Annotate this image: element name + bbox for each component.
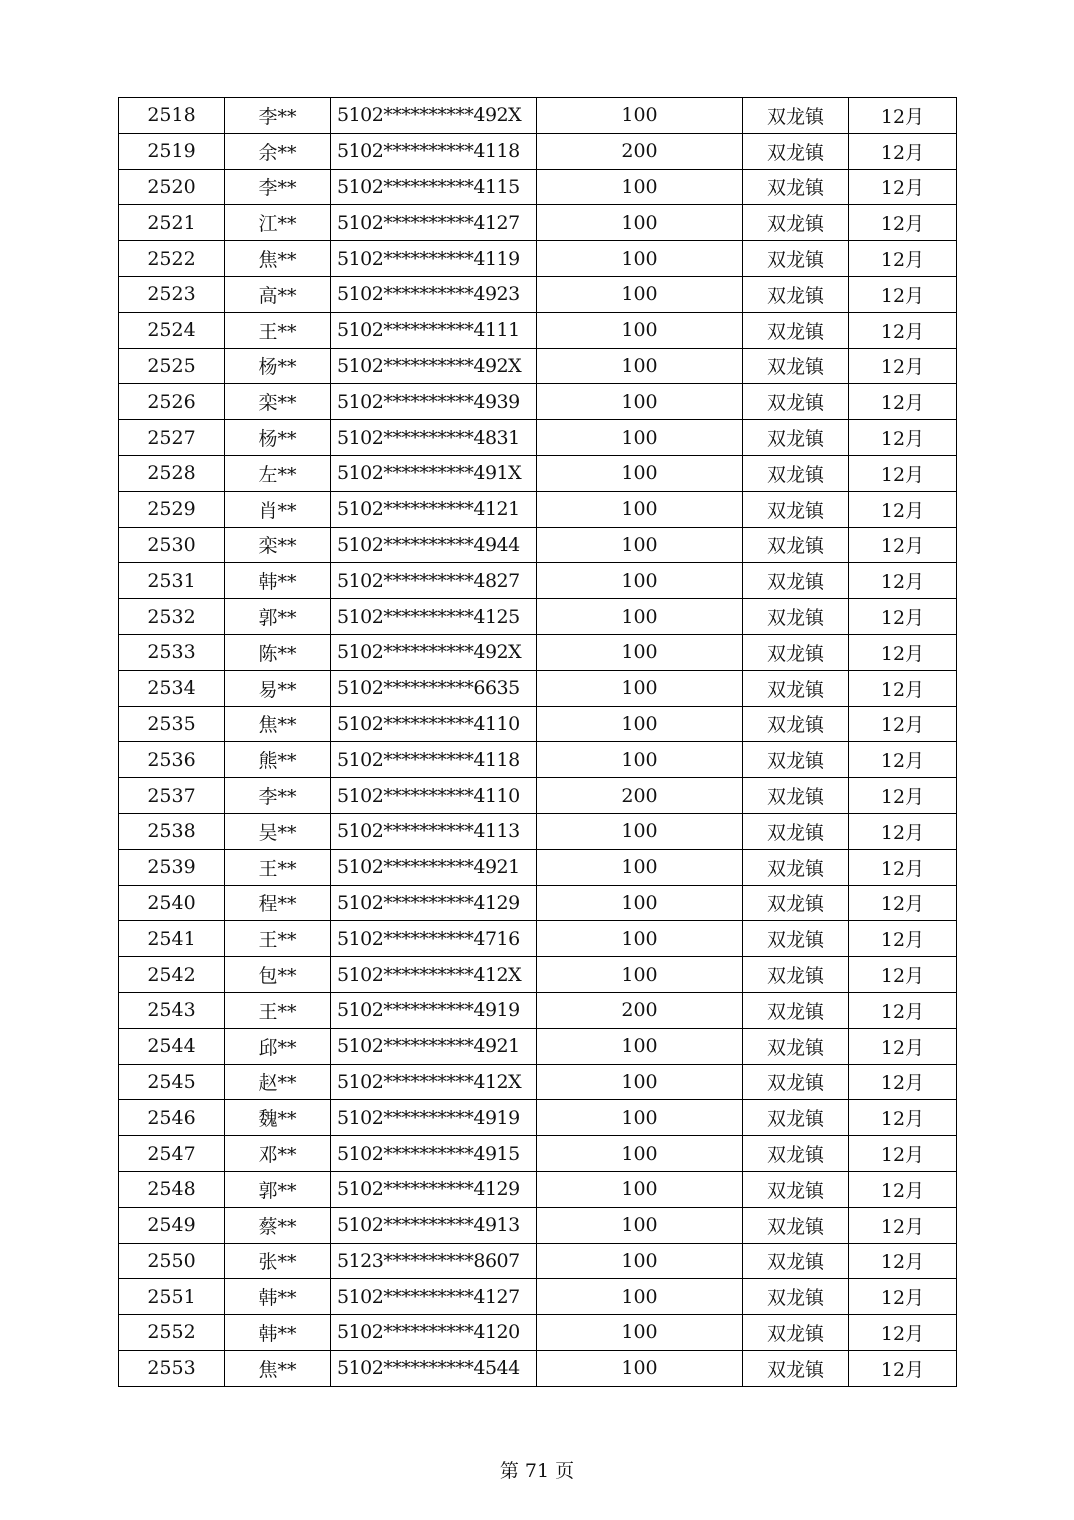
table-row — [119, 312, 957, 348]
cell-town: 双龙镇 — [743, 992, 849, 1028]
cell-town: 双龙镇 — [743, 921, 849, 957]
cell-town: 双龙镇 — [743, 1171, 849, 1207]
cell-month: 12月 — [849, 1207, 957, 1243]
cell-month: 12月 — [849, 1315, 957, 1351]
cell-amount: 200 — [537, 133, 743, 169]
cell-number: 2523 — [119, 276, 225, 312]
cell-id-number: 5102**********4544 — [331, 1350, 537, 1386]
table-row — [119, 348, 957, 384]
cell-name: 焦** — [225, 1350, 331, 1386]
cell-number: 2551 — [119, 1279, 225, 1315]
cell-number: 2541 — [119, 921, 225, 957]
cell-month: 12月 — [849, 384, 957, 420]
cell-name: 魏** — [225, 1100, 331, 1136]
cell-month: 12月 — [849, 1136, 957, 1172]
cell-number: 2546 — [119, 1100, 225, 1136]
cell-id-number: 5102**********4120 — [331, 1315, 537, 1351]
table-row — [119, 491, 957, 527]
cell-amount: 100 — [537, 563, 743, 599]
cell-number: 2553 — [119, 1350, 225, 1386]
table-row — [119, 276, 957, 312]
cell-number: 2544 — [119, 1028, 225, 1064]
table-row — [119, 742, 957, 778]
cell-name: 王** — [225, 312, 331, 348]
table-row — [119, 133, 957, 169]
cell-number: 2550 — [119, 1243, 225, 1279]
cell-number: 2537 — [119, 778, 225, 814]
cell-number: 2529 — [119, 491, 225, 527]
cell-town: 双龙镇 — [743, 1207, 849, 1243]
table-row — [119, 813, 957, 849]
cell-number: 2518 — [119, 98, 225, 134]
cell-name: 焦** — [225, 241, 331, 277]
cell-name: 李** — [225, 98, 331, 134]
cell-amount: 100 — [537, 1064, 743, 1100]
page-number: 第 71 页 — [499, 1460, 575, 1482]
cell-id-number: 5102**********492X — [331, 98, 537, 134]
cell-month: 12月 — [849, 205, 957, 241]
cell-name: 王** — [225, 992, 331, 1028]
cell-month: 12月 — [849, 98, 957, 134]
cell-town: 双龙镇 — [743, 491, 849, 527]
cell-id-number: 5102**********4118 — [331, 742, 537, 778]
cell-number: 2534 — [119, 670, 225, 706]
table-row — [119, 169, 957, 205]
cell-month: 12月 — [849, 241, 957, 277]
cell-name: 易** — [225, 670, 331, 706]
cell-number: 2525 — [119, 348, 225, 384]
cell-month: 12月 — [849, 276, 957, 312]
cell-amount: 100 — [537, 205, 743, 241]
cell-amount: 100 — [537, 885, 743, 921]
cell-amount: 200 — [537, 778, 743, 814]
cell-month: 12月 — [849, 133, 957, 169]
cell-town: 双龙镇 — [743, 1243, 849, 1279]
cell-name: 栾** — [225, 527, 331, 563]
cell-name: 栾** — [225, 384, 331, 420]
cell-number: 2526 — [119, 384, 225, 420]
cell-name: 陈** — [225, 634, 331, 670]
cell-month: 12月 — [849, 348, 957, 384]
cell-number: 2530 — [119, 527, 225, 563]
cell-month: 12月 — [849, 491, 957, 527]
cell-town: 双龙镇 — [743, 455, 849, 491]
roster-table-body — [119, 98, 957, 1387]
cell-town: 双龙镇 — [743, 885, 849, 921]
cell-amount: 100 — [537, 1100, 743, 1136]
cell-name: 张** — [225, 1243, 331, 1279]
cell-town: 双龙镇 — [743, 599, 849, 635]
cell-id-number: 5102**********4939 — [331, 384, 537, 420]
table-row — [119, 1064, 957, 1100]
cell-town: 双龙镇 — [743, 849, 849, 885]
cell-name: 杨** — [225, 420, 331, 456]
cell-amount: 200 — [537, 992, 743, 1028]
cell-town: 双龙镇 — [743, 276, 849, 312]
cell-amount: 100 — [537, 276, 743, 312]
cell-id-number: 5102**********4121 — [331, 491, 537, 527]
cell-month: 12月 — [849, 992, 957, 1028]
cell-amount: 100 — [537, 384, 743, 420]
table-row — [119, 563, 957, 599]
cell-town: 双龙镇 — [743, 1350, 849, 1386]
cell-id-number: 5102**********4110 — [331, 706, 537, 742]
cell-amount: 100 — [537, 527, 743, 563]
cell-amount: 100 — [537, 599, 743, 635]
cell-month: 12月 — [849, 527, 957, 563]
cell-id-number: 5102**********412X — [331, 1064, 537, 1100]
cell-number: 2552 — [119, 1315, 225, 1351]
cell-number: 2549 — [119, 1207, 225, 1243]
cell-number: 2532 — [119, 599, 225, 635]
table-row — [119, 1136, 957, 1172]
cell-number: 2528 — [119, 455, 225, 491]
cell-id-number: 5102**********4913 — [331, 1207, 537, 1243]
cell-month: 12月 — [849, 455, 957, 491]
cell-amount: 100 — [537, 1207, 743, 1243]
cell-id-number: 5102**********4115 — [331, 169, 537, 205]
cell-amount: 100 — [537, 1136, 743, 1172]
cell-town: 双龙镇 — [743, 957, 849, 993]
cell-id-number: 5102**********4827 — [331, 563, 537, 599]
cell-month: 12月 — [849, 1028, 957, 1064]
table-row — [119, 1350, 957, 1386]
cell-town: 双龙镇 — [743, 133, 849, 169]
cell-town: 双龙镇 — [743, 1028, 849, 1064]
cell-number: 2531 — [119, 563, 225, 599]
cell-month: 12月 — [849, 312, 957, 348]
cell-name: 韩** — [225, 563, 331, 599]
cell-id-number: 5102**********4831 — [331, 420, 537, 456]
cell-number: 2547 — [119, 1136, 225, 1172]
cell-name: 李** — [225, 169, 331, 205]
cell-amount: 100 — [537, 455, 743, 491]
cell-town: 双龙镇 — [743, 527, 849, 563]
cell-town: 双龙镇 — [743, 1064, 849, 1100]
cell-town: 双龙镇 — [743, 205, 849, 241]
cell-number: 2520 — [119, 169, 225, 205]
table-row — [119, 384, 957, 420]
cell-month: 12月 — [849, 778, 957, 814]
cell-number: 2533 — [119, 634, 225, 670]
cell-name: 程** — [225, 885, 331, 921]
cell-amount: 100 — [537, 420, 743, 456]
cell-town: 双龙镇 — [743, 1315, 849, 1351]
cell-town: 双龙镇 — [743, 634, 849, 670]
cell-number: 2524 — [119, 312, 225, 348]
cell-month: 12月 — [849, 706, 957, 742]
cell-month: 12月 — [849, 849, 957, 885]
cell-number: 2536 — [119, 742, 225, 778]
table-row — [119, 849, 957, 885]
cell-month: 12月 — [849, 813, 957, 849]
cell-id-number: 5102**********4113 — [331, 813, 537, 849]
cell-town: 双龙镇 — [743, 1100, 849, 1136]
table-row — [119, 921, 957, 957]
cell-number: 2527 — [119, 420, 225, 456]
cell-id-number: 5102**********4716 — [331, 921, 537, 957]
cell-town: 双龙镇 — [743, 742, 849, 778]
cell-id-number: 5102**********492X — [331, 634, 537, 670]
roster-table — [118, 97, 957, 1387]
cell-name: 韩** — [225, 1315, 331, 1351]
cell-name: 蔡** — [225, 1207, 331, 1243]
cell-amount: 100 — [537, 813, 743, 849]
cell-town: 双龙镇 — [743, 778, 849, 814]
cell-name: 韩** — [225, 1279, 331, 1315]
cell-town: 双龙镇 — [743, 1279, 849, 1315]
cell-id-number: 5102**********4919 — [331, 1100, 537, 1136]
cell-number: 2545 — [119, 1064, 225, 1100]
cell-name: 邓** — [225, 1136, 331, 1172]
cell-name: 郭** — [225, 1171, 331, 1207]
cell-amount: 100 — [537, 491, 743, 527]
table-row — [119, 1243, 957, 1279]
cell-id-number: 5102**********4921 — [331, 1028, 537, 1064]
cell-number: 2522 — [119, 241, 225, 277]
cell-town: 双龙镇 — [743, 169, 849, 205]
table-row — [119, 420, 957, 456]
table-row — [119, 634, 957, 670]
cell-number: 2535 — [119, 706, 225, 742]
cell-amount: 100 — [537, 849, 743, 885]
cell-id-number: 5102**********4915 — [331, 1136, 537, 1172]
cell-month: 12月 — [849, 634, 957, 670]
cell-town: 双龙镇 — [743, 98, 849, 134]
cell-town: 双龙镇 — [743, 1136, 849, 1172]
cell-number: 2548 — [119, 1171, 225, 1207]
cell-name: 焦** — [225, 706, 331, 742]
cell-amount: 100 — [537, 1279, 743, 1315]
cell-id-number: 5102**********4125 — [331, 599, 537, 635]
cell-name: 熊** — [225, 742, 331, 778]
cell-town: 双龙镇 — [743, 706, 849, 742]
table-row — [119, 885, 957, 921]
cell-number: 2538 — [119, 813, 225, 849]
cell-month: 12月 — [849, 921, 957, 957]
table-row — [119, 1028, 957, 1064]
cell-name: 郭** — [225, 599, 331, 635]
cell-amount: 100 — [537, 348, 743, 384]
cell-number: 2543 — [119, 992, 225, 1028]
cell-id-number: 5102**********4921 — [331, 849, 537, 885]
cell-amount: 100 — [537, 921, 743, 957]
cell-amount: 100 — [537, 1171, 743, 1207]
cell-name: 李** — [225, 778, 331, 814]
cell-name: 包** — [225, 957, 331, 993]
cell-month: 12月 — [849, 670, 957, 706]
cell-month: 12月 — [849, 1279, 957, 1315]
cell-number: 2540 — [119, 885, 225, 921]
cell-month: 12月 — [849, 957, 957, 993]
cell-name: 高** — [225, 276, 331, 312]
cell-town: 双龙镇 — [743, 312, 849, 348]
cell-id-number: 5102**********4919 — [331, 992, 537, 1028]
cell-amount: 100 — [537, 1028, 743, 1064]
cell-id-number: 5102**********4129 — [331, 1171, 537, 1207]
table-row — [119, 241, 957, 277]
cell-month: 12月 — [849, 1243, 957, 1279]
table-row — [119, 1315, 957, 1351]
table-row — [119, 992, 957, 1028]
cell-name: 江** — [225, 205, 331, 241]
cell-id-number: 5102**********4127 — [331, 1279, 537, 1315]
cell-number: 2539 — [119, 849, 225, 885]
cell-id-number: 5102**********4129 — [331, 885, 537, 921]
cell-amount: 100 — [537, 742, 743, 778]
table-row — [119, 1207, 957, 1243]
cell-name: 邱** — [225, 1028, 331, 1064]
table-row — [119, 205, 957, 241]
table-row — [119, 1279, 957, 1315]
cell-amount: 100 — [537, 957, 743, 993]
cell-id-number: 5123**********8607 — [331, 1243, 537, 1279]
cell-id-number: 5102**********4118 — [331, 133, 537, 169]
cell-name: 左** — [225, 455, 331, 491]
cell-month: 12月 — [849, 169, 957, 205]
cell-town: 双龙镇 — [743, 670, 849, 706]
table-row — [119, 455, 957, 491]
cell-month: 12月 — [849, 1064, 957, 1100]
cell-month: 12月 — [849, 885, 957, 921]
cell-amount: 100 — [537, 98, 743, 134]
cell-id-number: 5102**********4111 — [331, 312, 537, 348]
cell-month: 12月 — [849, 599, 957, 635]
cell-name: 肖** — [225, 491, 331, 527]
cell-amount: 100 — [537, 634, 743, 670]
cell-name: 王** — [225, 849, 331, 885]
cell-name: 赵** — [225, 1064, 331, 1100]
table-row — [119, 599, 957, 635]
cell-month: 12月 — [849, 563, 957, 599]
cell-town: 双龙镇 — [743, 384, 849, 420]
table-row — [119, 957, 957, 993]
cell-id-number: 5102**********4110 — [331, 778, 537, 814]
cell-amount: 100 — [537, 312, 743, 348]
cell-month: 12月 — [849, 1350, 957, 1386]
cell-id-number: 5102**********4119 — [331, 241, 537, 277]
table-row — [119, 527, 957, 563]
table-row — [119, 98, 957, 134]
cell-number: 2542 — [119, 957, 225, 993]
cell-id-number: 5102**********6635 — [331, 670, 537, 706]
cell-amount: 100 — [537, 241, 743, 277]
cell-month: 12月 — [849, 1100, 957, 1136]
cell-id-number: 5102**********4923 — [331, 276, 537, 312]
cell-month: 12月 — [849, 742, 957, 778]
cell-id-number: 5102**********491X — [331, 455, 537, 491]
cell-amount: 100 — [537, 1350, 743, 1386]
cell-name: 杨** — [225, 348, 331, 384]
cell-name: 吴** — [225, 813, 331, 849]
cell-name: 余** — [225, 133, 331, 169]
cell-number: 2519 — [119, 133, 225, 169]
table-row — [119, 706, 957, 742]
cell-id-number: 5102**********4944 — [331, 527, 537, 563]
cell-amount: 100 — [537, 1315, 743, 1351]
cell-amount: 100 — [537, 706, 743, 742]
cell-town: 双龙镇 — [743, 241, 849, 277]
cell-town: 双龙镇 — [743, 420, 849, 456]
table-row — [119, 1171, 957, 1207]
cell-name: 王** — [225, 921, 331, 957]
table-row — [119, 1100, 957, 1136]
cell-number: 2521 — [119, 205, 225, 241]
cell-id-number: 5102**********492X — [331, 348, 537, 384]
cell-amount: 100 — [537, 670, 743, 706]
cell-town: 双龙镇 — [743, 563, 849, 599]
cell-month: 12月 — [849, 1171, 957, 1207]
cell-amount: 100 — [537, 169, 743, 205]
cell-id-number: 5102**********412X — [331, 957, 537, 993]
cell-amount: 100 — [537, 1243, 743, 1279]
table-row — [119, 670, 957, 706]
cell-id-number: 5102**********4127 — [331, 205, 537, 241]
table-row — [119, 778, 957, 814]
cell-month: 12月 — [849, 420, 957, 456]
cell-town: 双龙镇 — [743, 348, 849, 384]
cell-town: 双龙镇 — [743, 813, 849, 849]
